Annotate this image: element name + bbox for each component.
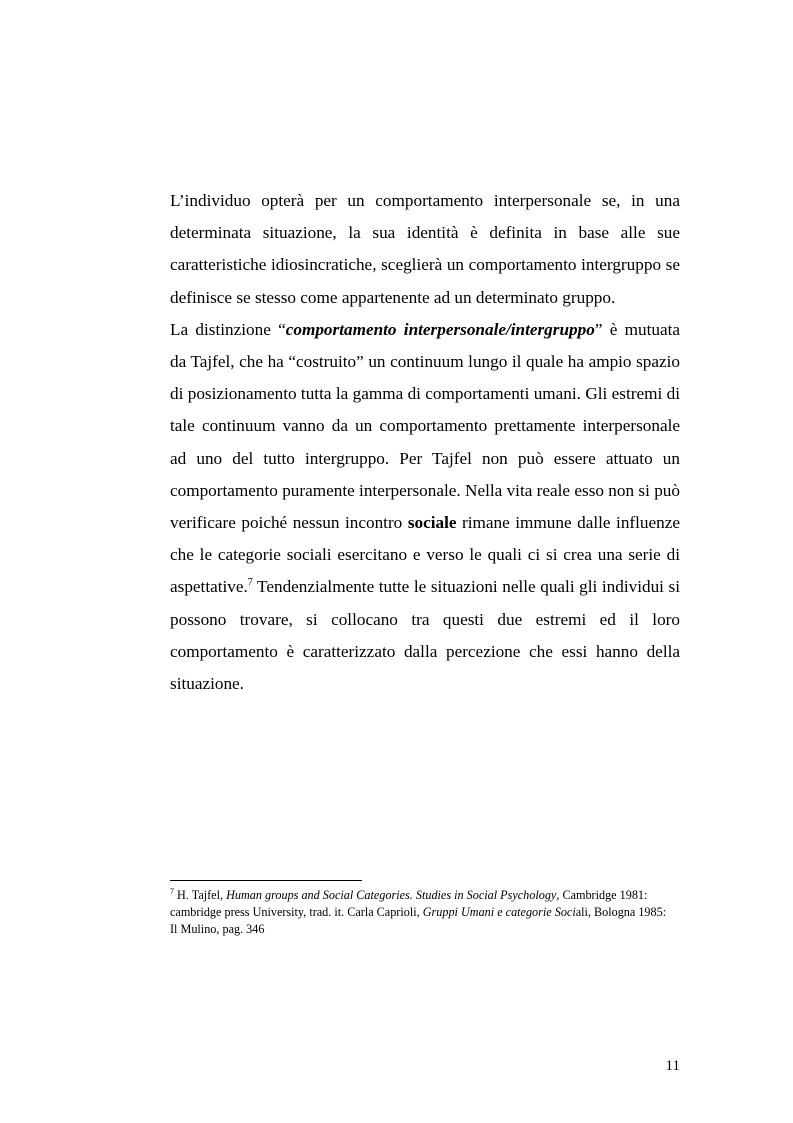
footnote-text-3: ali, Bologna 1985: Il Mulino, pag. 346 — [170, 905, 667, 936]
paragraph-2-text-1: La distinzione “ — [170, 319, 286, 339]
paragraph-2-text-2: ” è mutuata da Tajfel, che ha “costruito” un continuum lungo il quale ha ampio spazio di posizionamento tutta la gamma di comportamenti umani. Gli estremi di tale continuum vanno da un comportamento prettamente interpersonale ad uno del tutto intergruppo. Per Tajfel non può essere attuato un comportamento puramente interpersonale. Nella vita reale esso non si può verificare poiché nessun incontro — [170, 319, 681, 533]
footnote-text-2: , Cambridge 1981: cambridge press University, trad. it. Carla Caprioli, — [170, 888, 648, 919]
paragraph-2 — [170, 314, 680, 700]
footnote — [170, 887, 670, 938]
footnote-text-1: H. Tajfel, — [174, 888, 227, 902]
footnote-title-2: Gruppi Umani e categorie Soci — [422, 905, 576, 919]
paragraph-2-text-3: rimane immune dalle influenze che le categorie sociali esercitano e verso le quali ci si crea una serie di aspettative. — [170, 513, 680, 597]
footnote-marker: 7 — [170, 887, 174, 896]
footnote-separator — [170, 880, 362, 881]
emphasis-term: comportamento interpersonale/intergruppo — [285, 319, 595, 339]
paragraph-2-text-4: Tendenzialmente tutte le situazioni nelle quali gli individui si possono trovare, si collocano tra questi due estremi ed il loro comportamento è caratterizzato dalla percezione che essi hanno della situazione. — [170, 577, 680, 694]
paragraph-1 — [170, 185, 680, 314]
paragraph-1-text: L’individuo opterà per un comportamento interpersonale se, in una determinata situazione, la sua identità è definita in base alle sue caratteristiche idiosincratiche, sceglierà un comportamento intergruppo se definisce se stesso come appartenente ad un determinato gruppo. — [170, 191, 680, 307]
bold-word-sociale: sociale — [407, 513, 457, 533]
footnote-title-1: Human groups and Social Categories. Studies in Social Psychology — [226, 888, 557, 902]
page-number: 11 — [665, 1058, 680, 1074]
body-text — [170, 185, 680, 700]
footnote-reference[interactable]: 7 — [247, 577, 253, 589]
